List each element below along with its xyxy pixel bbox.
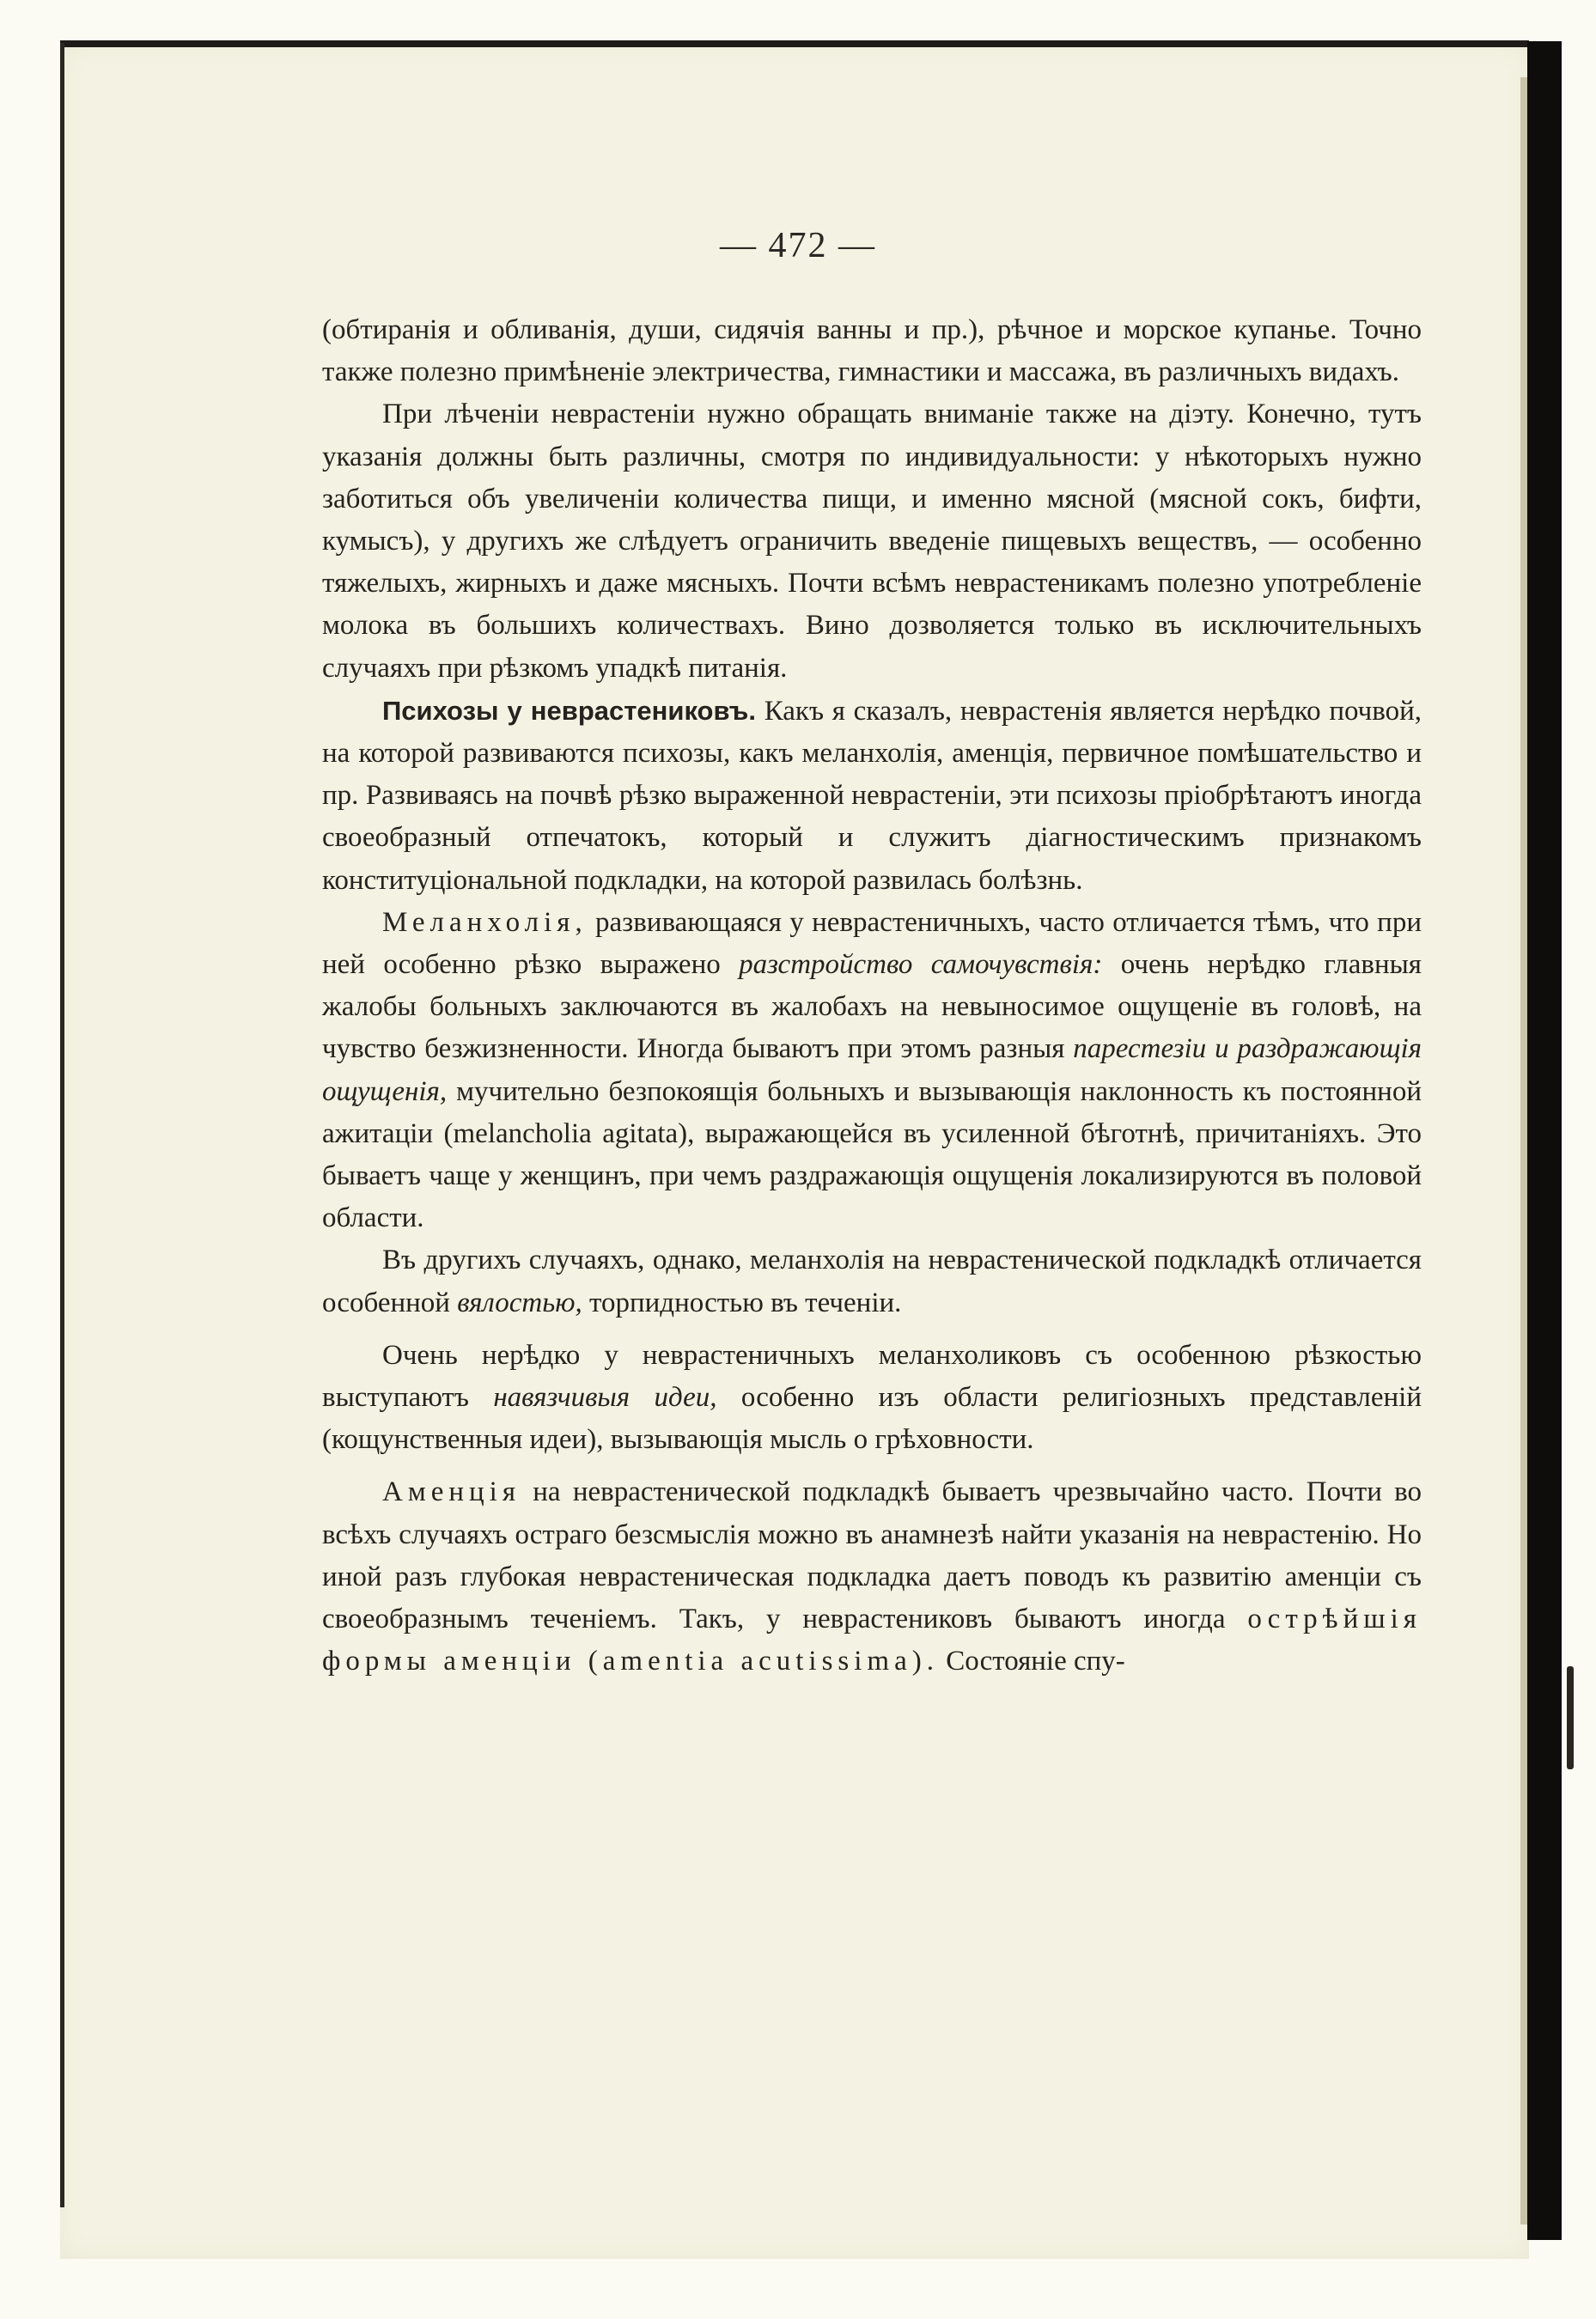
body-text xyxy=(322,309,1422,1683)
paragraph-obsessive xyxy=(322,1335,1422,1462)
melancholia-italic-2: парестезіи и раздражающія ощущенія, xyxy=(322,1033,1422,1107)
melancholia-text-c: мучительно безпокоящія больныхъ и вызывающія наклонность къ постоянной ажитаціи (melancholia agitata), выражающейся въ усиленной бѣготнѣ, причитаніяхъ. Это бываетъ чаще у женщинъ, при чемъ раздражающія ощущенія локализируются въ половой области. xyxy=(322,1075,1422,1234)
binding-mark xyxy=(1567,1666,1574,1769)
obsessive-text-a: Очень нерѣдко у неврастеничныхъ меланхоликовъ съ особенною рѣзкостью выступаютъ xyxy=(322,1339,1422,1414)
paragraph-psychoses xyxy=(322,690,1422,902)
melancholia-text-a: развивающаяся у неврастеничныхъ, часто отличается тѣмъ, что при ней особенно рѣзко выражено xyxy=(322,906,1422,981)
paragraph-1: (обтиранія и обливанія, души, сидячія ванны и пр.), рѣчное и морское купанье. Точно также полезно примѣненіе электричества, гимнастики и массажа, въ различныхъ видахъ. xyxy=(322,314,1422,388)
page-right-edge xyxy=(1527,41,1562,2240)
term-amentia: Аменція xyxy=(382,1476,521,1508)
torpid-text-a: Въ другихъ случаяхъ, однако, меланхолія на неврастенической подкладкѣ отличается особенной xyxy=(322,1245,1422,1318)
amentia-text-b: Состояніе спу- xyxy=(939,1646,1125,1677)
amentia-text-a: на неврастенической подкладкѣ бываетъ чрезвычайно часто. Почти во всѣхъ случаяхъ остраго безсмыслія можно въ анамнезѣ найти указанія на неврастенію. Но иной разъ глубокая неврастеническая подкладка даетъ поводъ къ развитію аменціи съ своеобразнымъ теченіемъ. Такъ, у неврастениковъ бываютъ иногда xyxy=(322,1476,1422,1635)
torpid-text-b: торпидностью въ теченіи. xyxy=(582,1287,902,1318)
page-top-edge xyxy=(60,40,1529,47)
torpid-italic: вялостью, xyxy=(457,1287,582,1318)
obsessive-text-b: особенно изъ области религіозныхъ представленій (кощунственныя идеи), вызывающія мысль о грѣховности. xyxy=(322,1382,1422,1456)
paragraph-diet: При лѣченіи неврастеніи нужно обращать вниманіе также на діэту. Конечно, тутъ указанія должны быть различны, смотря по индивидуальности: у нѣкоторыхъ нужно заботиться объ увеличеніи количества пищи, и именно мясной (мясной сокъ, бифти, кумысъ), у другихъ же слѣдуетъ ограничить введеніе пищевыхъ веществъ, — особенно тяжелыхъ, жирныхъ и даже мясныхъ. Почти всѣмъ неврастеникамъ полезно употребленіе молока въ большихъ количествахъ. Вино дозволяется только въ исключительныхъ случаяхъ при рѣзкомъ упадкѣ питанія. xyxy=(322,399,1422,684)
paragraph-melancholia xyxy=(322,902,1422,1240)
section-heading-psychoses: Психозы у неврастениковъ. xyxy=(382,695,756,726)
page-number: — 472 — xyxy=(720,226,876,265)
melancholia-text-b: очень нерѣдко главныя жалобы больныхъ заключаются въ жалобахъ на невыносимое ощущеніе въ головѣ, на чувство безжизненности. Иногда бываютъ при этомъ разныя xyxy=(322,949,1422,1065)
melancholia-italic-1: разстройство самочувствія: xyxy=(739,949,1103,981)
term-melancholia: Меланхолія, xyxy=(382,906,588,938)
term-amentia-acutissima: острѣйшія формы аменціи (amentia acutissima). xyxy=(322,1604,1422,1677)
paragraph-torpid xyxy=(322,1239,1422,1324)
obsessive-italic: навязчивыя идеи, xyxy=(493,1382,717,1414)
page-left-edge xyxy=(60,43,64,2207)
paragraph-amentia xyxy=(322,1471,1422,1683)
paragraph-psychoses-text: Какъ я сказалъ, неврастенія является нерѣдко почвой, на которой развиваются психозы, какъ меланхолія, аменція, первичное помѣшательство и пр. Развиваясь на почвѣ рѣзко выраженной неврастеніи, эти психозы пріобрѣтаютъ иногда своеобразный отпечатокъ, который и служитъ діагностическимъ признакомъ конституціональной подкладки, на которой развилась болѣзнь. xyxy=(322,695,1422,896)
